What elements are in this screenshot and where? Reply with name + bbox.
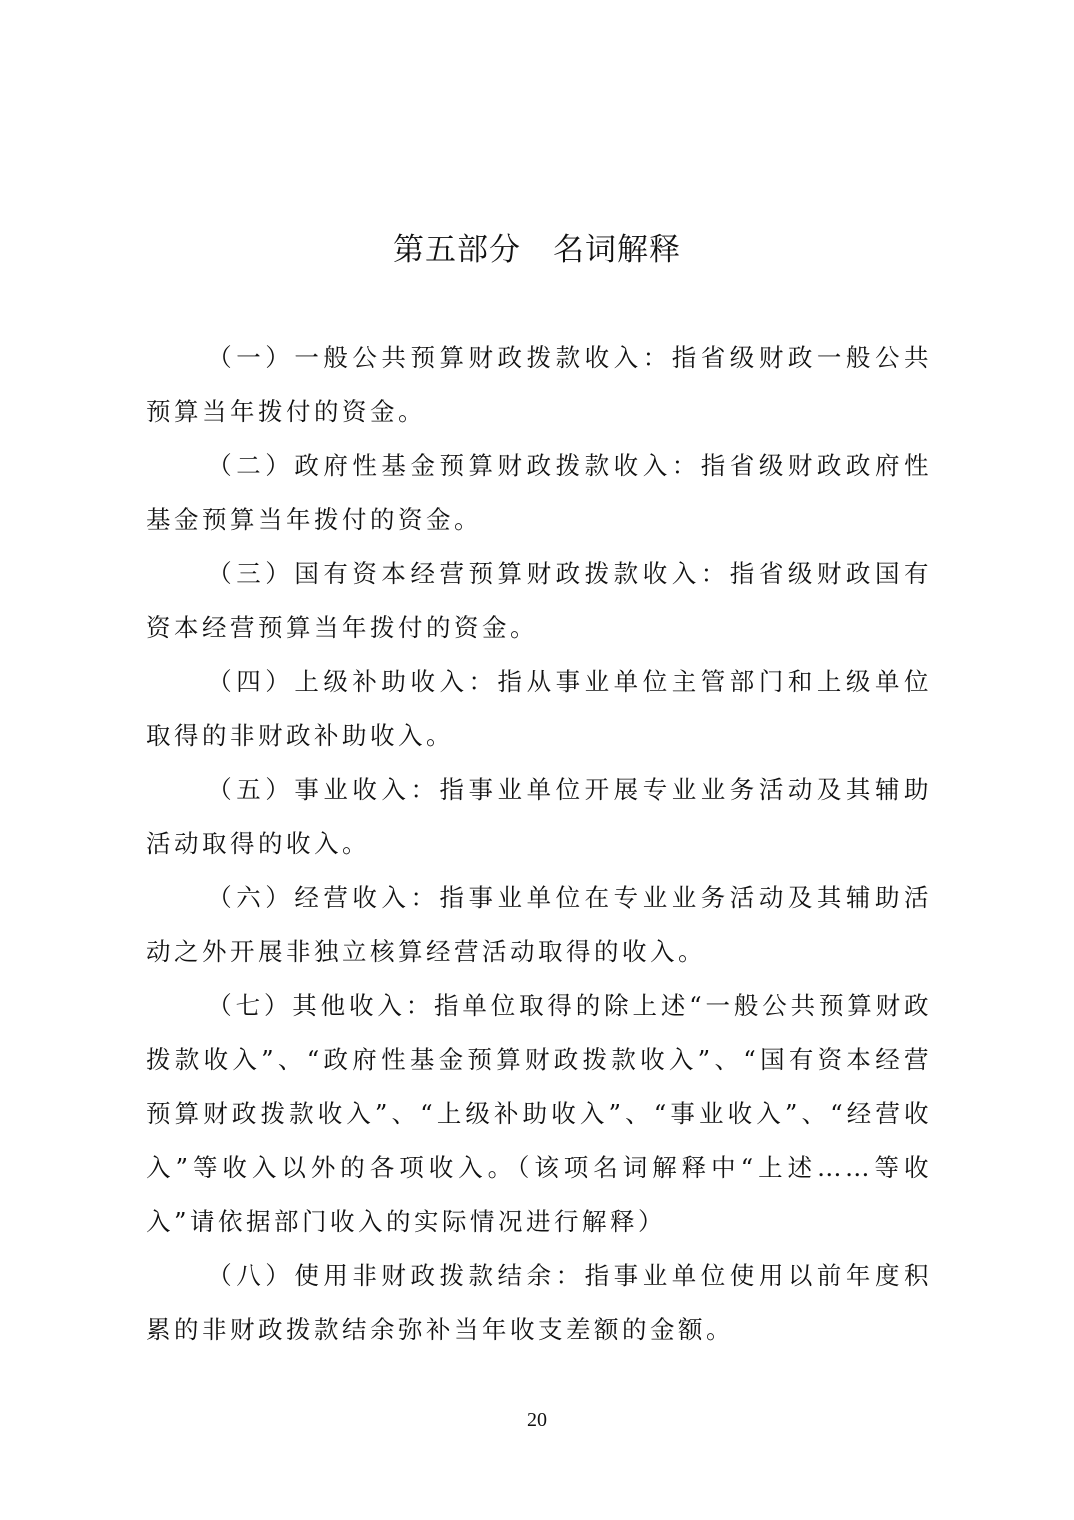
definition-paragraph-6: （六）经营收入：指事业单位在专业业务活动及其辅助活动之外开展非独立核算经营活动取得的收入。 [146,883,932,966]
definition-paragraph-5: （五）事业收入：指事业单位开展专业业务活动及其辅助活动取得的收入。 [146,775,932,858]
definitions-body [146,331,932,1357]
definition-paragraph-7: （七）其他收入：指单位取得的除上述“一般公共预算财政拨款收入”、“政府性基金预算财政拨款收入”、“国有资本经营预算财政拨款收入”、“上级补助收入”、“事业收入”、“经营收入”等收入以外的各项收入。（该项名词解释中“上述……等收入”请依据部门收入的实际情况进行解释） [146,991,932,1236]
section-title: 第五部分 名词解释 [393,232,681,268]
definition-paragraph-1: （一）一般公共预算财政拨款收入：指省级财政一般公共预算当年拨付的资金。 [146,343,932,426]
definition-paragraph-4: （四）上级补助收入：指从事业单位主管部门和上级单位取得的非财政补助收入。 [146,667,932,750]
definition-paragraph-2: （二）政府性基金预算财政拨款收入：指省级财政政府性基金预算当年拨付的资金。 [146,451,932,534]
definition-paragraph-3: （三）国有资本经营预算财政拨款收入：指省级财政国有资本经营预算当年拨付的资金。 [146,559,932,642]
definition-paragraph-8: （八）使用非财政拨款结余：指事业单位使用以前年度积累的非财政拨款结余弥补当年收支差额的金额。 [146,1261,932,1344]
page-number: 20 [527,1409,547,1431]
